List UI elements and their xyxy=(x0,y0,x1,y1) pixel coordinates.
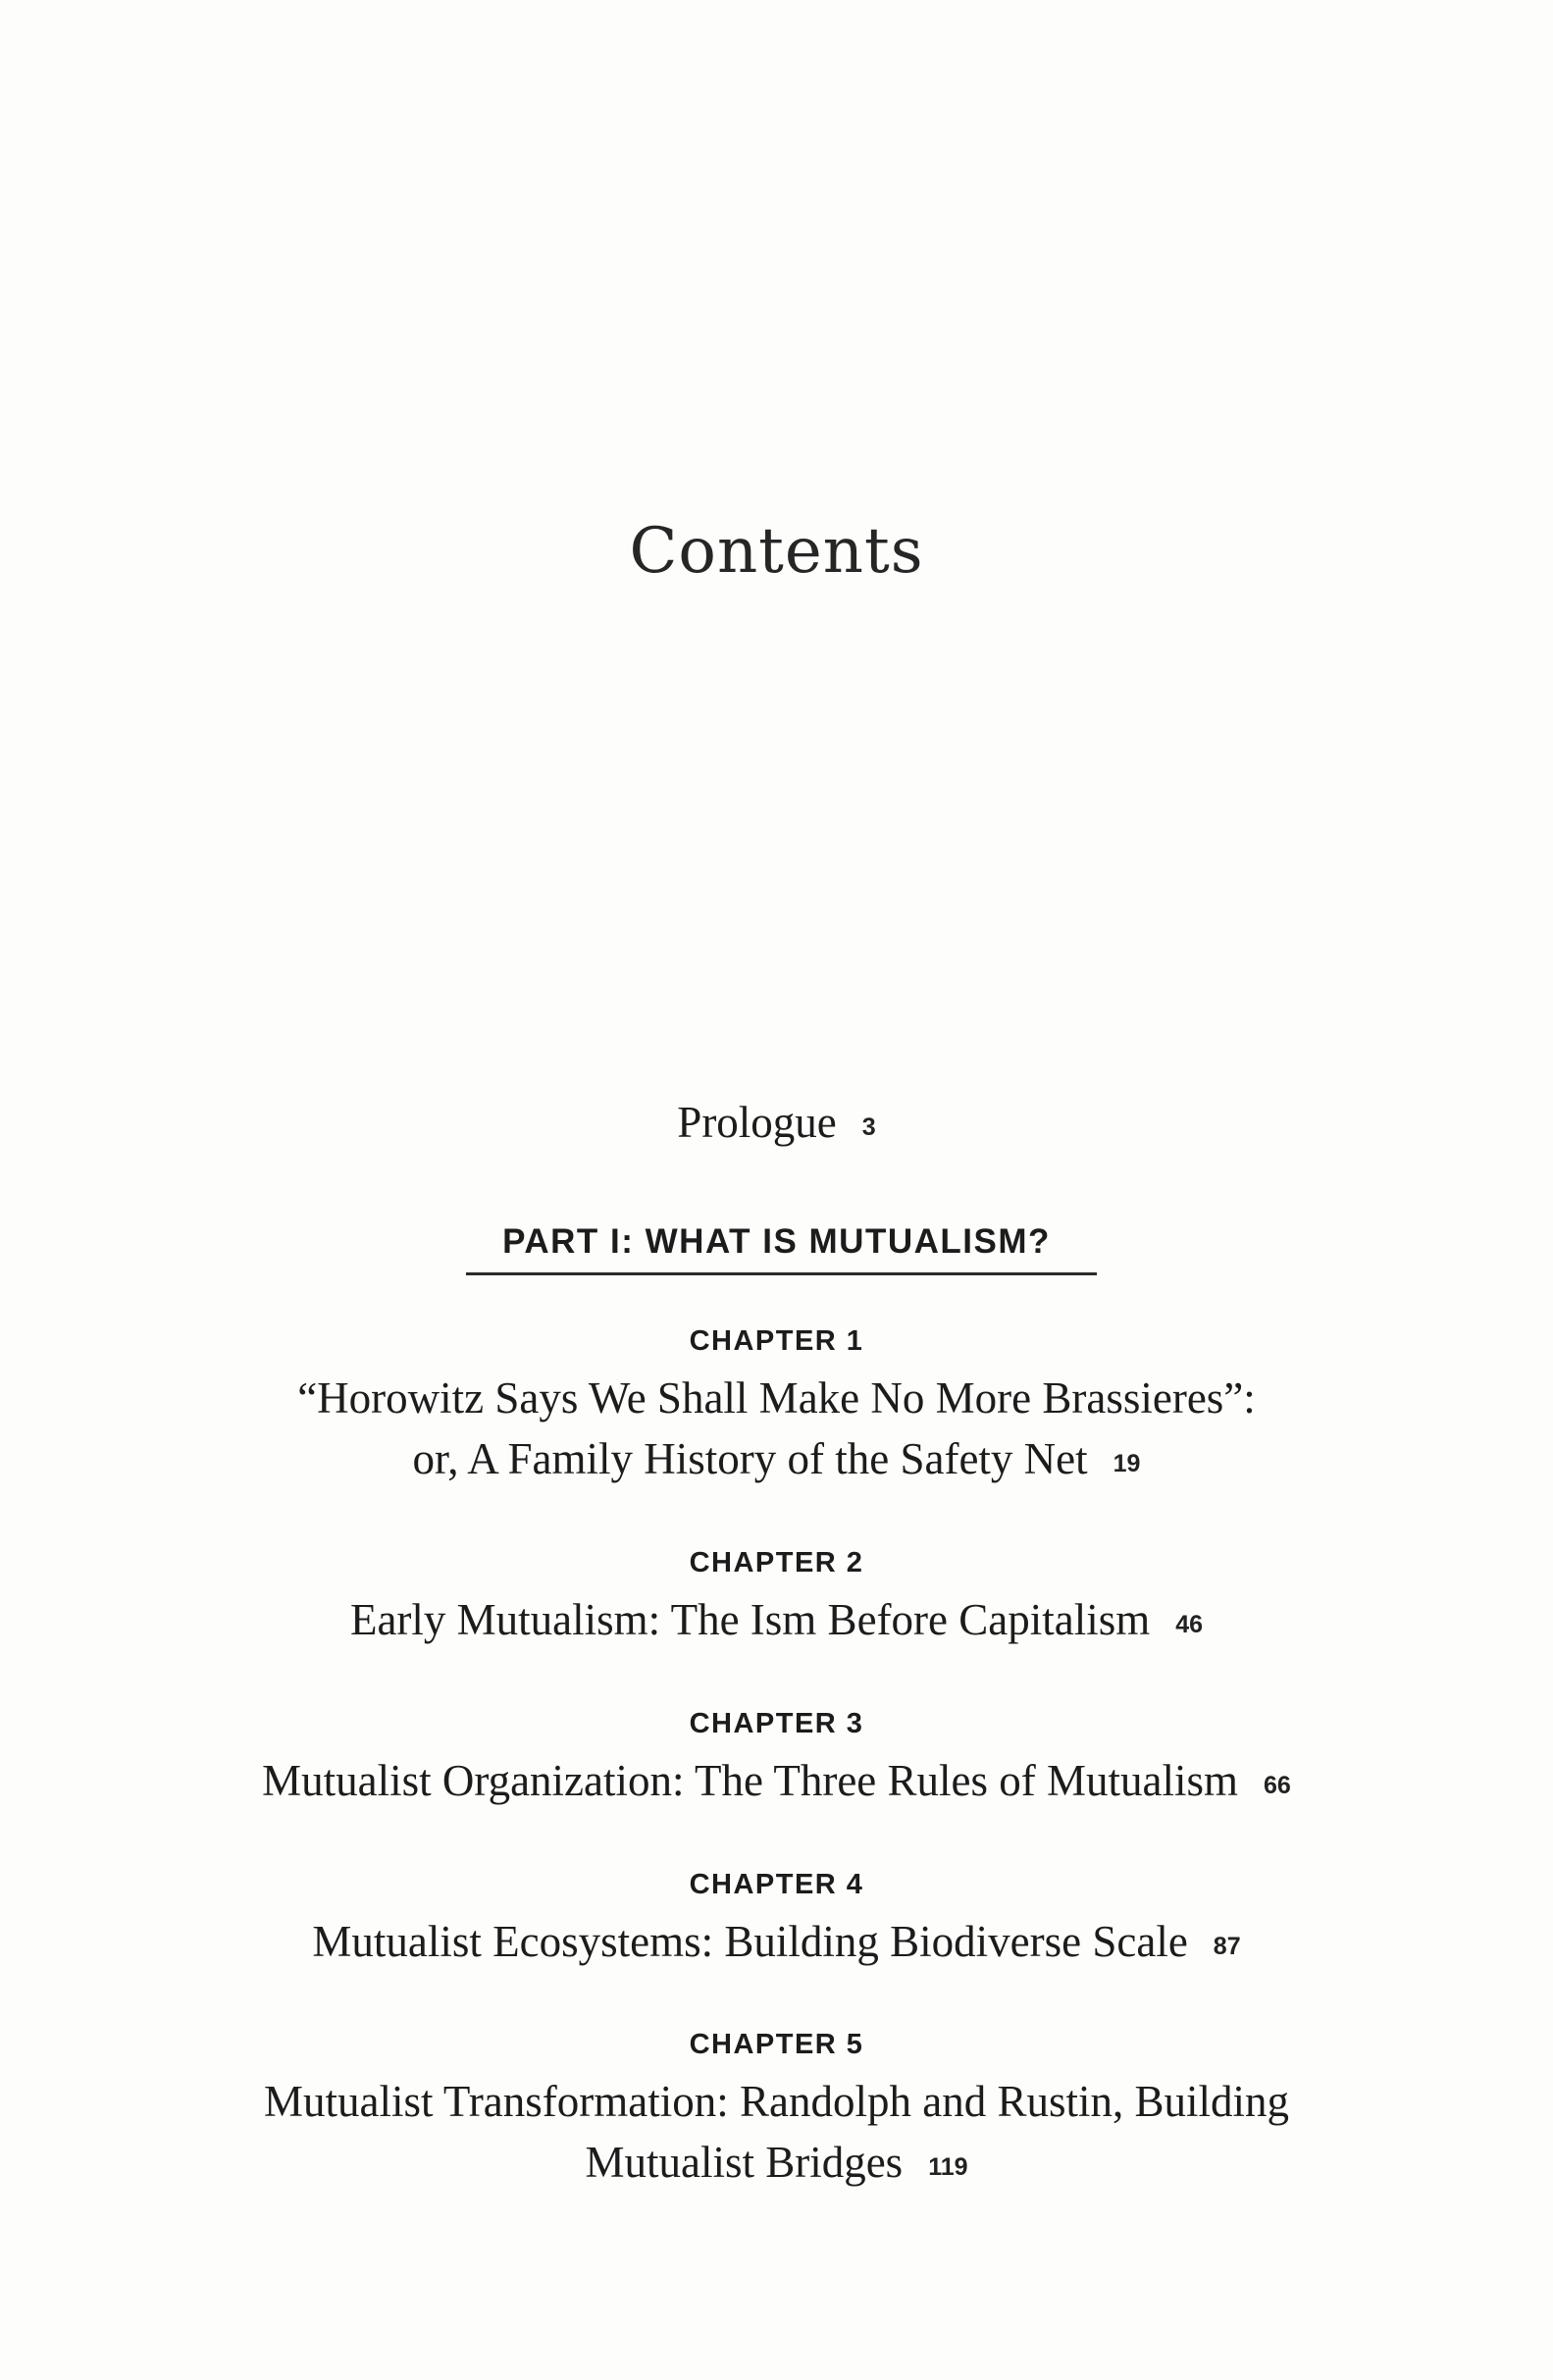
part-heading: PART I: WHAT IS MUTUALISM? xyxy=(502,1222,1051,1261)
toc-page-number: 119 xyxy=(928,2153,968,2181)
toc-entry-chapter-1-line1[interactable] xyxy=(0,1371,1553,1424)
toc-entry-chapter-4[interactable] xyxy=(0,1915,1553,1968)
toc-entry-title: Mutualist Transformation: Randolph and Rustin, Building xyxy=(263,2077,1290,2126)
toc-entry-title: “Horowitz Says We Shall Make No More Brassieres”: xyxy=(297,1373,1256,1423)
chapter-label: CHAPTER 3 xyxy=(689,1708,864,1739)
toc-entry-chapter-2[interactable] xyxy=(0,1593,1553,1646)
toc-entry-title: Early Mutualism: The Ism Before Capitalism xyxy=(349,1595,1151,1644)
chapter-label: CHAPTER 5 xyxy=(689,2029,864,2060)
chapter-label: CHAPTER 2 xyxy=(689,1547,864,1578)
toc-entry-title: Mutualist Bridges xyxy=(585,2138,904,2187)
toc-entry-title: Mutualist Organization: The Three Rules of Mutualism xyxy=(262,1756,1239,1805)
toc-entry-prologue[interactable] xyxy=(0,1096,1553,1149)
page-title: Contents xyxy=(629,515,924,588)
toc-entry-title: Prologue xyxy=(677,1098,837,1147)
chapter-label: CHAPTER 4 xyxy=(689,1869,864,1900)
toc-page-number: 66 xyxy=(1264,1772,1291,1799)
part-heading-underline xyxy=(466,1272,1097,1275)
toc-entry-chapter-5-line2[interactable] xyxy=(0,2136,1553,2189)
toc-page-number: 87 xyxy=(1213,1933,1241,1960)
toc-entry-chapter-5-line1[interactable] xyxy=(0,2075,1553,2128)
toc-page-number: 46 xyxy=(1175,1611,1204,1638)
toc-entry-chapter-1-line2[interactable] xyxy=(0,1432,1553,1485)
chapter-label: CHAPTER 1 xyxy=(689,1325,864,1357)
toc-entry-chapter-3[interactable] xyxy=(0,1754,1553,1807)
toc-page-number: 3 xyxy=(861,1113,876,1141)
toc-entry-title: Mutualist Ecosystems: Building Biodiverse Scale xyxy=(312,1917,1188,1966)
toc-page-number: 19 xyxy=(1113,1450,1141,1477)
toc-entry-title: or, A Family History of the Safety Net xyxy=(412,1434,1088,1483)
